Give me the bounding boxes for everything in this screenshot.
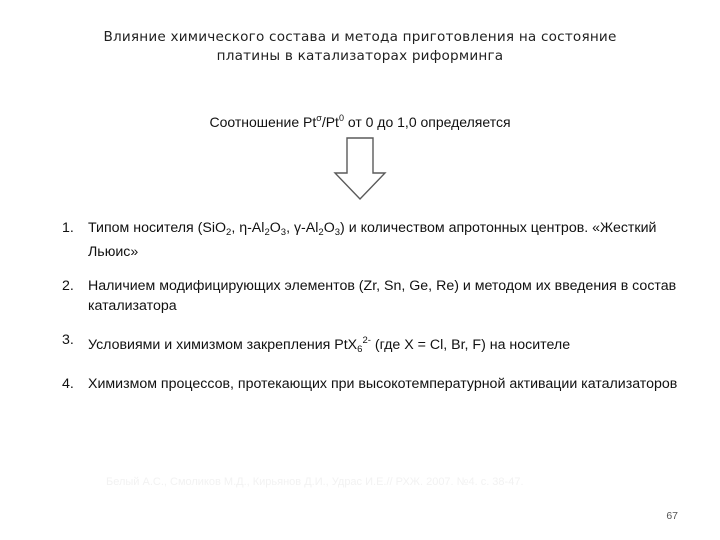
item-1-sub-1: 2	[226, 227, 232, 238]
item-1-sub-2: 2	[264, 227, 270, 238]
list-item-3	[62, 331, 692, 360]
item-3-sub: 6	[357, 344, 363, 355]
item-1-part-b: , η-Al	[231, 220, 265, 236]
item-1-sub-3: 3	[280, 227, 287, 238]
page-number: 67	[666, 510, 678, 522]
title-line-2: платины в катализаторах риформинга	[216, 48, 504, 64]
ratio-prefix: Соотношение Pt	[209, 114, 317, 130]
item-number: 4.	[62, 375, 74, 392]
ratio-sup-sigma: σ	[316, 113, 322, 123]
ratio-suffix: от 0 до 1,0 определяется	[343, 114, 511, 130]
ratio-sup-zero: 0	[338, 113, 344, 123]
factor-list	[62, 219, 692, 409]
item-1-sub-5: 3	[334, 227, 341, 238]
down-arrow-icon	[333, 137, 387, 201]
item-1-sub-4: 2	[318, 227, 324, 238]
item-1-part-e: O	[323, 220, 335, 236]
item-3-part-a: Условиями и химизмом закрепления PtX	[88, 337, 358, 353]
list-item-1	[62, 219, 692, 262]
list-item-2	[62, 277, 692, 316]
item-1-part-f: ) и количеством апротонных центров. «Жесткий Льюис»	[88, 220, 657, 260]
item-text: Химизмом процессов, протекающих при высокотемпературной активации катализаторов	[88, 375, 678, 392]
item-text	[88, 331, 692, 360]
slide-title	[60, 28, 660, 66]
item-text: Наличием модифицирующих элементов (Zr, Sn, Ge, Re) и методом их введения в состав катализатора	[88, 278, 677, 314]
item-1-part-d: , γ-Al	[286, 220, 319, 236]
item-3-part-b: (где X = Cl, Br, F) на носителе	[370, 337, 571, 353]
item-number: 3.	[62, 332, 74, 348]
item-number: 2.	[62, 278, 74, 294]
title-line-1: Влияние химического состава и метода приготовления на состояние	[103, 29, 617, 45]
item-1-part-a: Типом носителя (SiO	[88, 220, 227, 236]
item-number: 1.	[62, 220, 74, 236]
list-item-4	[62, 375, 692, 395]
ratio-statement	[0, 113, 720, 130]
item-3-sup: 2-	[362, 335, 371, 346]
ratio-mid: /Pt	[321, 114, 339, 130]
item-text	[88, 219, 692, 262]
citation: Белый А.С., Смоликов М.Д., Кирьянов Д.И., Удрас И.Е.// РХЖ. 2007. №4. с. 38-47.	[106, 476, 524, 488]
item-1-part-c: O	[269, 220, 281, 236]
